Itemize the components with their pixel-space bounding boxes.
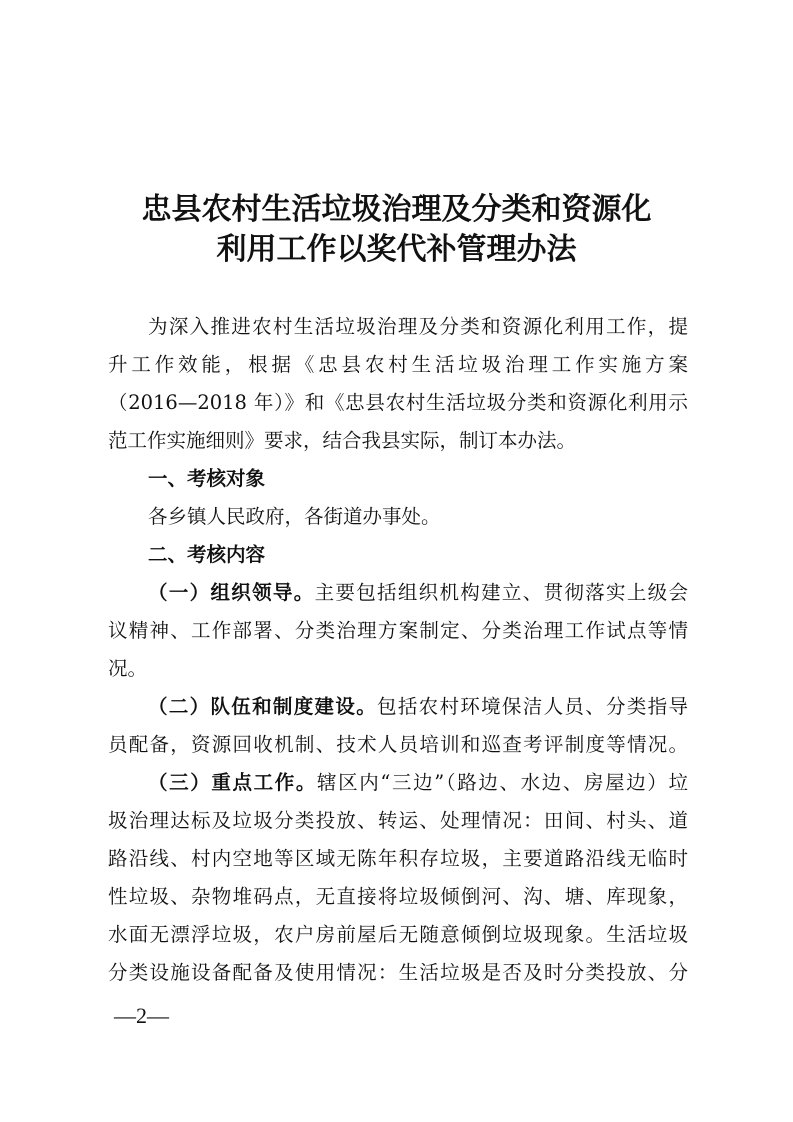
item-2-line-1 bbox=[108, 688, 688, 726]
item-1-lead: （一）组织领导。 bbox=[148, 581, 315, 604]
intro-line-2: 升工作效能，根据《忠县农村生活垃圾治理工作实施方案 bbox=[108, 353, 688, 376]
document-title-line-2: 利用工作以奖代补管理办法 bbox=[216, 232, 577, 267]
item-1-line-1-text: 主要包括组织机构建立、贯彻落实上级会 bbox=[314, 581, 688, 604]
document-title-line-1: 忠县农村生活垃圾治理及分类和资源化 bbox=[141, 192, 652, 227]
item-3-line-6: 分类设施设备配备及使用情况：生活垃圾是否及时分类投放、分 bbox=[108, 961, 688, 984]
section-1-heading: 一、考核对象 bbox=[148, 467, 266, 490]
item-2-lead: （二）队伍和制度建设。 bbox=[148, 695, 378, 718]
item-3-line-2: 圾治理达标及垃圾分类投放、转运、处理情况：田间、村头、道 bbox=[108, 809, 688, 832]
item-3-line-1-text: 辖区内“三边”（路边、水边、房屋边）垃 bbox=[317, 771, 688, 794]
item-3-line-5: 水面无漂浮垃圾，农户房前屋后无随意倾倒垃圾现象。生活垃圾 bbox=[108, 923, 688, 946]
intro-line-3: （2016—2018 年）》和《忠县农村生活垃圾分类和资源化利用示 bbox=[108, 391, 688, 414]
item-2-line-1-text: 包括农村环境保洁人员、分类指导 bbox=[377, 695, 688, 718]
item-3-lead: （三）重点工作。 bbox=[148, 771, 318, 794]
item-1-line-2: 议精神、工作部署、分类治理方案制定、分类治理工作试点等情 bbox=[108, 619, 688, 642]
section-2-heading: 二、考核内容 bbox=[148, 543, 266, 566]
item-1-line-3: 况。 bbox=[108, 657, 148, 680]
item-3-line-4: 性垃圾、杂物堆码点，无直接将垃圾倾倒河、沟、塘、库现象， bbox=[108, 885, 688, 908]
item-2-line-2: 员配备，资源回收机制、技术人员培训和巡查考评制度等情况。 bbox=[108, 733, 688, 756]
section-1-text: 各乡镇人民政府，各街道办事处。 bbox=[148, 505, 441, 528]
item-3-line-3: 路沿线、村内空地等区域无陈年积存垃圾，主要道路沿线无临时 bbox=[108, 847, 688, 870]
item-3-line-1 bbox=[108, 764, 688, 802]
document-body bbox=[108, 308, 688, 992]
page-number: —2— bbox=[114, 1003, 169, 1028]
item-1-line-1 bbox=[108, 574, 688, 612]
intro-line-4: 范工作实施细则》要求，结合我县实际，制订本办法。 bbox=[108, 429, 577, 452]
intro-line-1: 为深入推进农村生活垃圾治理及分类和资源化利用工作，提 bbox=[148, 315, 688, 338]
